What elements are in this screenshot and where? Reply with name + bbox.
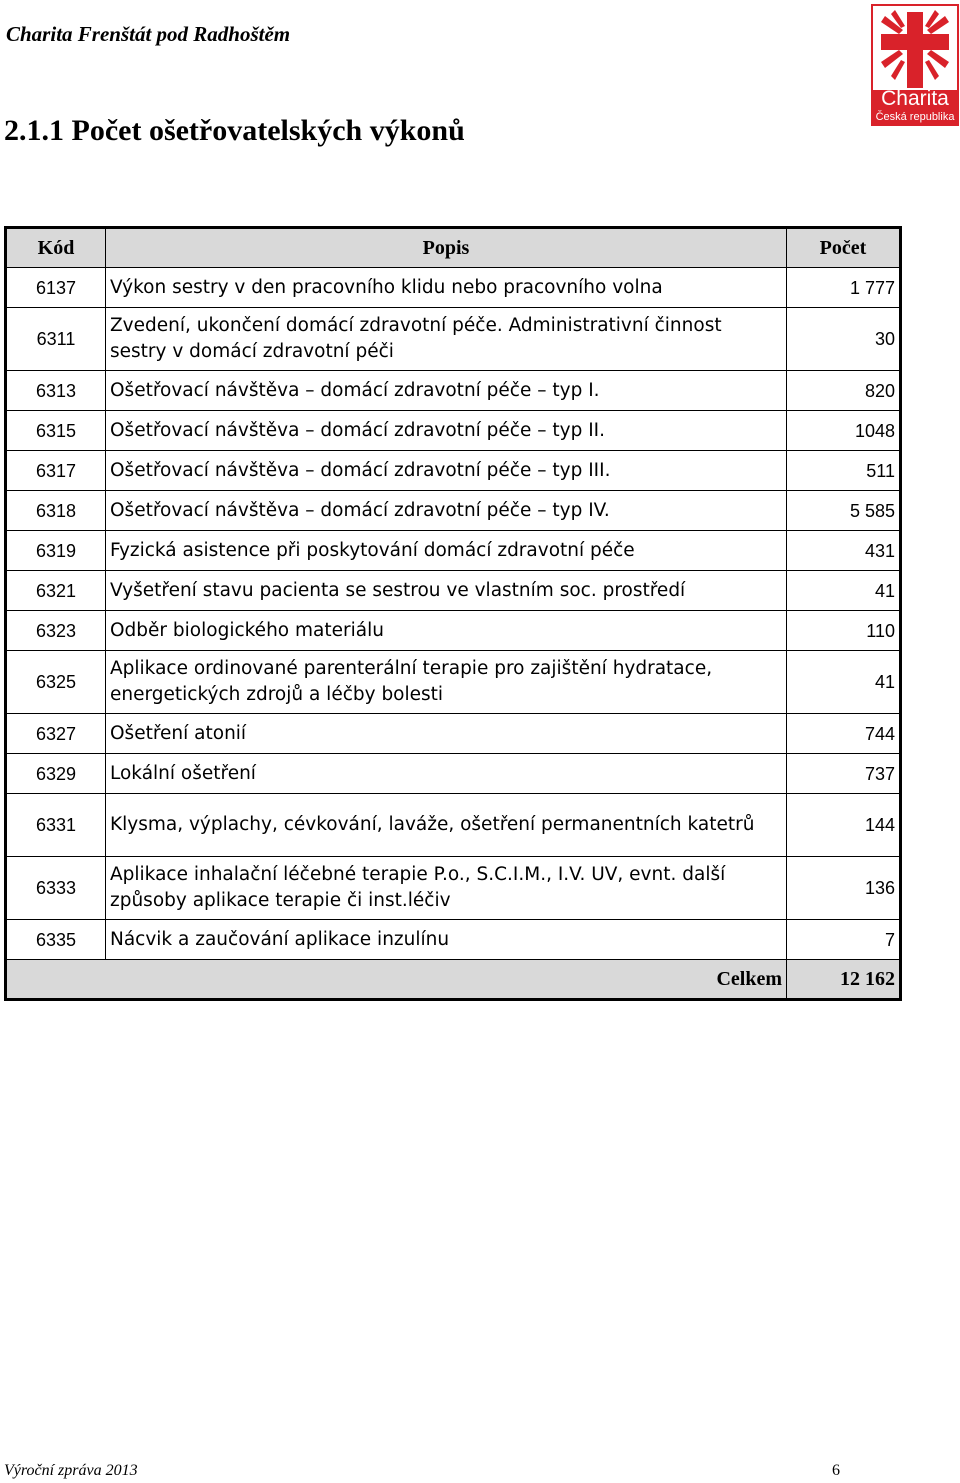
row-count: 7 [787, 920, 901, 960]
table-row [6, 651, 901, 714]
row-code: 6321 [6, 571, 106, 611]
logo-subtitle: Česká republika [875, 111, 955, 123]
section-title: 2.1.1 Počet ošetřovatelských výkonů [4, 114, 465, 147]
row-description: Aplikace inhalační léčebné terapie P.o., S.C.I.M., I.V. UV, evnt. další způsoby aplikace terapie či inst.léčiv [106, 857, 787, 920]
organization-name: Charita Frenštát pod Radhoštěm [6, 22, 291, 46]
total-row [6, 960, 901, 1000]
table-header-row [6, 228, 901, 268]
table-row [6, 714, 901, 754]
table-row [6, 611, 901, 651]
row-description: Zvedení, ukončení domácí zdravotní péče. Administrativní činnost sestry v domácí zdravotní péči [106, 308, 787, 371]
row-description: Klysma, výplachy, cévkování, laváže, ošetření permanentních katetrů [106, 794, 787, 857]
row-count: 820 [787, 371, 901, 411]
row-description: Výkon sestry v den pracovního klidu nebo pracovního volna [106, 268, 787, 308]
row-code: 6325 [6, 651, 106, 714]
row-code: 6335 [6, 920, 106, 960]
row-code: 6311 [6, 308, 106, 371]
procedures-table [4, 226, 902, 1001]
charita-logo [871, 4, 959, 126]
logo-brand: Charita [881, 87, 949, 110]
row-count: 1 777 [787, 268, 901, 308]
table-row [6, 794, 901, 857]
row-code: 6319 [6, 531, 106, 571]
table-row [6, 451, 901, 491]
table-row [6, 531, 901, 571]
row-code: 6333 [6, 857, 106, 920]
total-label: Celkem [6, 960, 787, 1000]
row-code: 6323 [6, 611, 106, 651]
row-count: 511 [787, 451, 901, 491]
table-row [6, 857, 901, 920]
row-description: Ošetřovací návštěva – domácí zdravotní péče – typ IV. [106, 491, 787, 531]
header-code: Kód [6, 228, 106, 268]
row-code: 6318 [6, 491, 106, 531]
row-description: Aplikace ordinované parenterální terapie pro zajištění hydratace, energetických zdrojů a léčby bolesti [106, 651, 787, 714]
row-count: 5 585 [787, 491, 901, 531]
table-row [6, 491, 901, 531]
row-description: Lokální ošetření [106, 754, 787, 794]
row-count: 41 [787, 651, 901, 714]
row-description: Nácvik a zaučování aplikace inzulínu [106, 920, 787, 960]
header-description: Popis [106, 228, 787, 268]
row-description: Fyzická asistence při poskytování domácí zdravotní péče [106, 531, 787, 571]
row-count: 744 [787, 714, 901, 754]
table-row [6, 571, 901, 611]
row-count: 136 [787, 857, 901, 920]
table-row [6, 920, 901, 960]
table-row [6, 754, 901, 794]
row-code: 6313 [6, 371, 106, 411]
table-row [6, 268, 901, 308]
row-description: Ošetřovací návštěva – domácí zdravotní péče – typ III. [106, 451, 787, 491]
row-description: Ošetření atonií [106, 714, 787, 754]
row-count: 431 [787, 531, 901, 571]
row-code: 6331 [6, 794, 106, 857]
table-row [6, 308, 901, 371]
row-code: 6327 [6, 714, 106, 754]
row-code: 6315 [6, 411, 106, 451]
row-count: 110 [787, 611, 901, 651]
total-value: 12 162 [787, 960, 901, 1000]
row-description: Ošetřovací návštěva – domácí zdravotní péče – typ II. [106, 411, 787, 451]
table-row [6, 371, 901, 411]
row-code: 6317 [6, 451, 106, 491]
header-count: Počet [787, 228, 901, 268]
row-description: Ošetřovací návštěva – domácí zdravotní péče – typ I. [106, 371, 787, 411]
row-description: Odběr biologického materiálu [106, 611, 787, 651]
row-count: 1048 [787, 411, 901, 451]
row-count: 30 [787, 308, 901, 371]
row-count: 144 [787, 794, 901, 857]
row-code: 6137 [6, 268, 106, 308]
page-number: 6 [832, 1462, 840, 1479]
row-count: 737 [787, 754, 901, 794]
footer-report-title: Výroční zpráva 2013 [4, 1462, 138, 1479]
row-description: Vyšetření stavu pacienta se sestrou ve vlastním soc. prostředí [106, 571, 787, 611]
row-code: 6329 [6, 754, 106, 794]
row-count: 41 [787, 571, 901, 611]
table-row [6, 411, 901, 451]
